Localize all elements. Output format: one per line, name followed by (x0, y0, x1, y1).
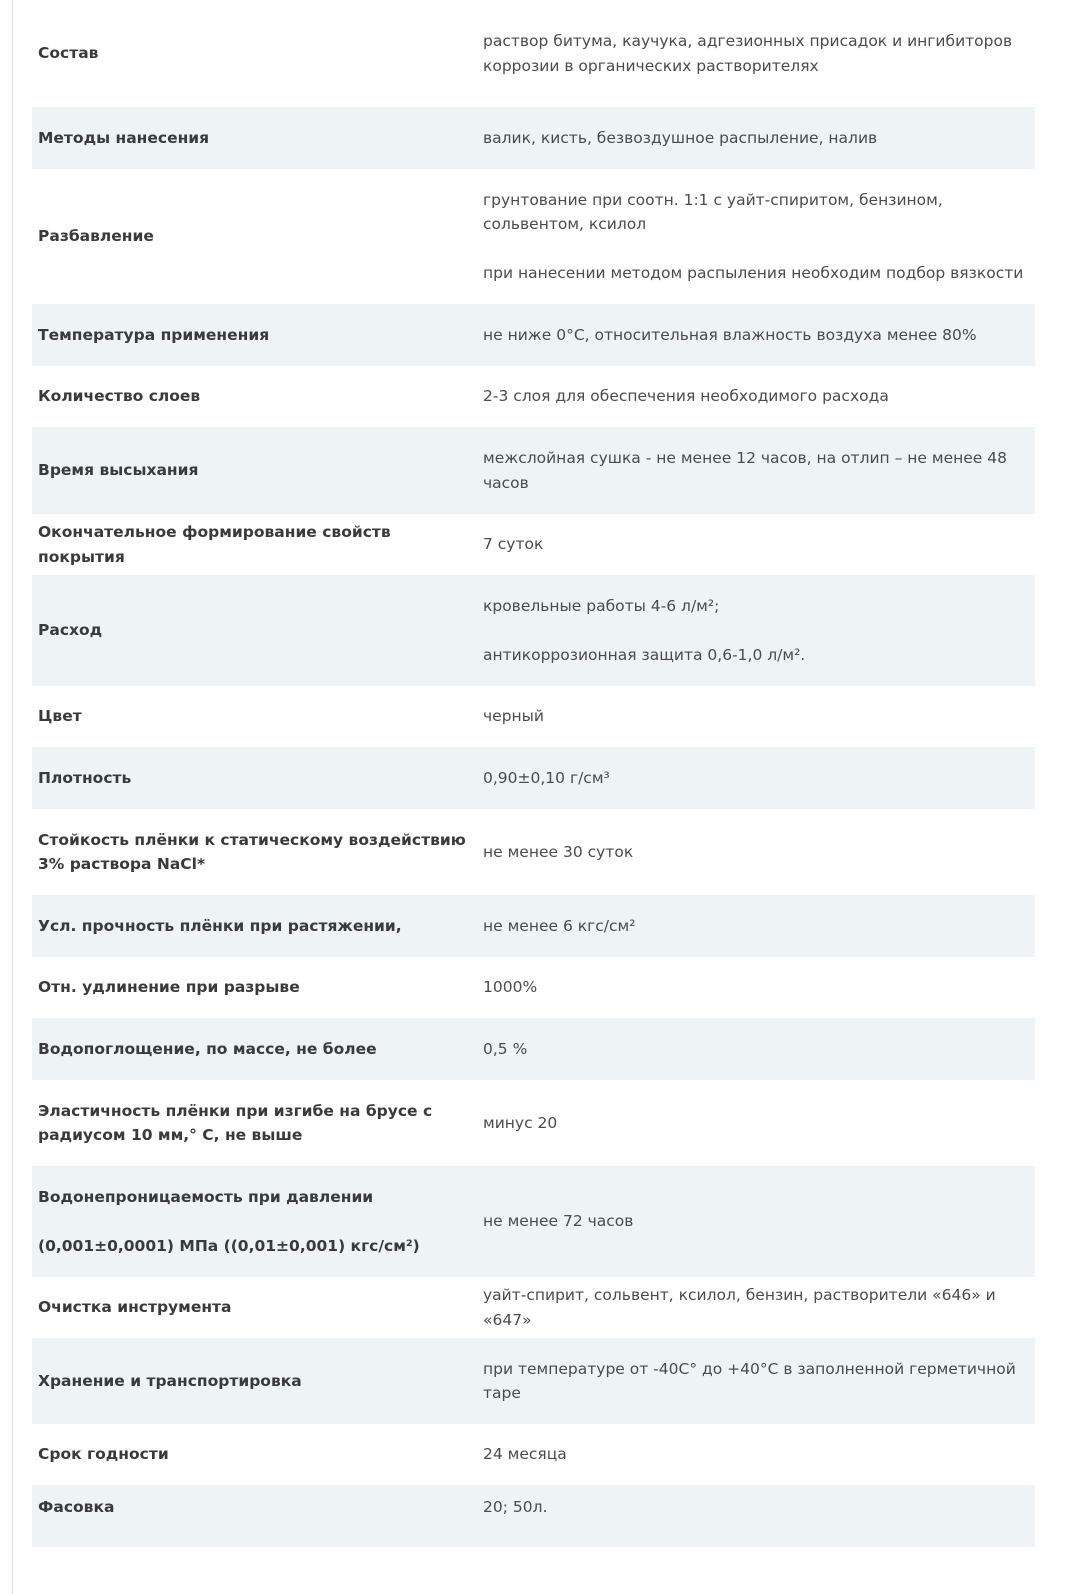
spec-value: черный (483, 707, 544, 726)
spec-label: Срок годности (38, 1445, 169, 1464)
table-row (32, 514, 1035, 575)
table-row (32, 1338, 1035, 1424)
spec-value: валик, кисть, безвоздушное распыление, налив (483, 128, 878, 147)
spec-value: уайт-спирит, сольвент, ксилол, бензин, растворители «646» и «647» (483, 1286, 996, 1329)
spec-label: Водонепроницаемость при давлении (0,001±0,0001) МПа ((0,01±0,001) кгс/см²) (38, 1187, 420, 1255)
spec-label: Расход (38, 621, 103, 640)
spec-value: грунтование при соотн. 1:1 с уайт-спиритом, бензином, сольвентом, ксилол при нанесении методом распыления необходим подбор вязкости (483, 190, 1024, 282)
spec-label: Методы нанесения (38, 128, 210, 147)
table-row (32, 957, 1035, 1018)
table-row (32, 0, 1035, 107)
spec-label: Количество слоев (38, 387, 201, 406)
table-row (32, 1424, 1035, 1485)
spec-value: 1000% (483, 978, 538, 997)
spec-value: не ниже 0°С, относительная влажность воздуха менее 80% (483, 325, 977, 344)
spec-value: 2-3 слоя для обеспечения необходимого расхода (483, 387, 889, 406)
spec-value: не менее 72 часов (483, 1212, 634, 1231)
table-row (32, 169, 1035, 304)
spec-label: Разбавление (38, 227, 154, 246)
spec-label: Окончательное формирование свойств покрытия (38, 523, 391, 566)
spec-value: 0,5 % (483, 1039, 528, 1058)
table-row (32, 1080, 1035, 1166)
spec-label: Цвет (38, 707, 82, 726)
spec-value: раствор битума, каучука, адгезионных присадок и ингибиторов коррозии в органических растворителях (483, 32, 1013, 75)
table-row (32, 366, 1035, 427)
table-row (32, 575, 1035, 686)
spec-label: Водопоглощение, по массе, не более (38, 1039, 377, 1058)
table-row (32, 304, 1035, 366)
spec-label: Хранение и транспортировка (38, 1371, 302, 1390)
spec-label: Очистка инструмента (38, 1298, 232, 1317)
spec-value: 20; 50л. (483, 1498, 548, 1516)
table-row (32, 107, 1035, 169)
spec-value: 24 месяца (483, 1445, 567, 1464)
table-row (32, 747, 1035, 809)
spec-value: не менее 30 суток (483, 842, 634, 861)
spec-value: 0,90±0,10 г/см³ (483, 768, 610, 787)
spec-label: Состав (38, 44, 99, 63)
table-row (32, 1166, 1035, 1277)
spec-value: 7 суток (483, 535, 544, 554)
spec-label: Эластичность плёнки при изгибе на брусе с радиусом 10 мм,° С, не выше (38, 1101, 433, 1144)
table-row (32, 1485, 1035, 1547)
spec-value: кровельные работы 4-6 л/м²; антикоррозионная защита 0,6-1,0 л/м². (483, 596, 806, 664)
spec-value: не менее 6 кгс/см² (483, 916, 636, 935)
specifications-table (32, 0, 1035, 1547)
table-row (32, 686, 1035, 747)
spec-value: межслойная сушка - не менее 12 часов, на отлип – не менее 48 часов (483, 449, 1007, 492)
spec-value: при температуре от -40С° до +40°С в заполненной герметичной таре (483, 1359, 1016, 1402)
spec-label: Отн. удлинение при разрыве (38, 978, 300, 997)
spec-label: Плотность (38, 768, 132, 787)
spec-label: Стойкость плёнки к статическому воздействию 3% раствора NaCl* (38, 830, 466, 873)
table-row (32, 895, 1035, 957)
spec-label: Температура применения (38, 325, 270, 344)
table-row (32, 809, 1035, 895)
spec-label: Фасовка (38, 1498, 115, 1516)
spec-label: Время высыхания (38, 461, 199, 480)
spec-value: минус 20 (483, 1113, 558, 1132)
content-left-border (12, 0, 13, 1594)
spec-label: Усл. прочность плёнки при растяжении, (38, 916, 402, 935)
table-row (32, 1277, 1035, 1338)
table-row (32, 427, 1035, 514)
table-row (32, 1018, 1035, 1080)
